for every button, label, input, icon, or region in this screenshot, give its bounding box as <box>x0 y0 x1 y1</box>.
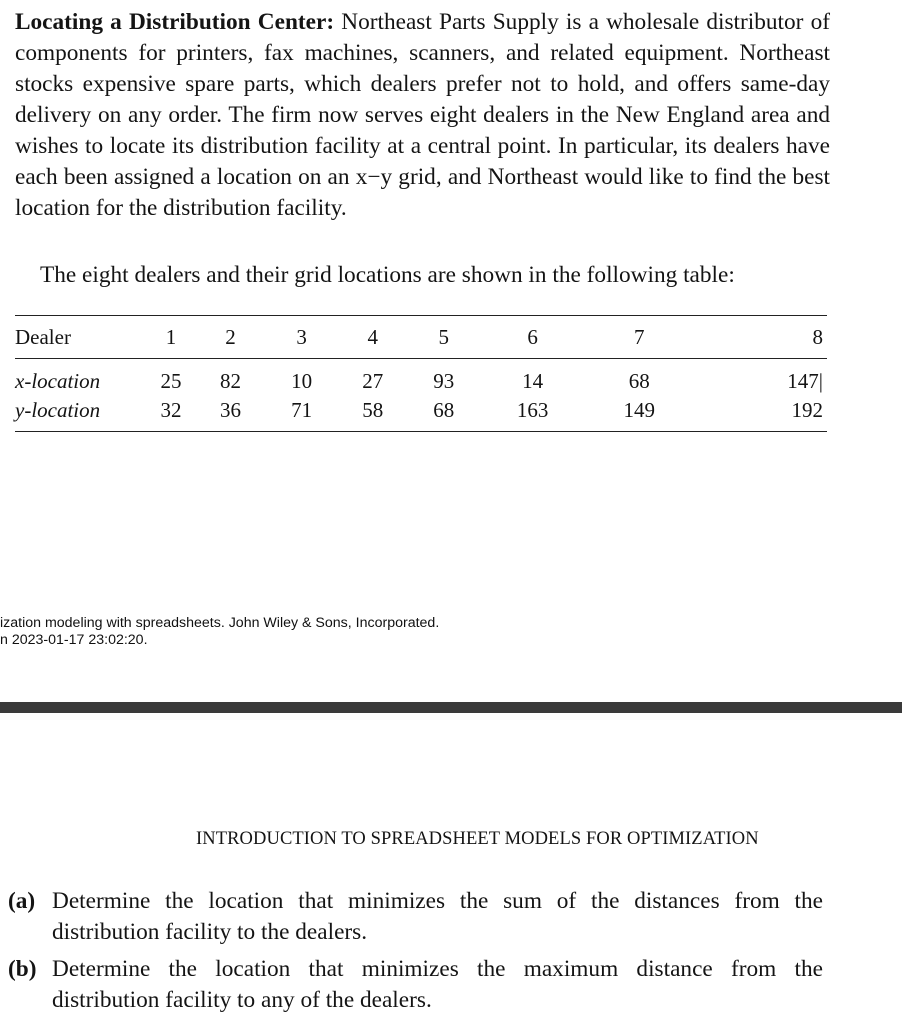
part-label: (b) <box>8 956 37 982</box>
problem-body: Northeast Parts Supply is a wholesale distributor of components for printers, fax machines, scanners, and related equipment. Northeast stocks expensive spare parts, which dealers prefer not to hold, and offers same-day delivery on any order. The firm now serves eight dealers in the New England area and wishes to locate its distribution facility at a central point. In particular, its dealers have each been assigned a location on an x−y grid, and Northeast would like to find the best location for the distribution facility. <box>15 9 830 221</box>
part-text: Determine the location that minimizes the maximum distance from the distribution facility to any of the dealers. <box>52 956 823 1013</box>
table-cell: 163 <box>479 396 586 432</box>
table-cell: 149 <box>586 396 693 432</box>
page-divider <box>0 702 902 713</box>
table-row-x-location <box>15 359 827 397</box>
dealer-header-label: Dealer <box>15 316 147 359</box>
table-cell: 68 <box>408 396 479 432</box>
table-cell: 32 <box>147 396 195 432</box>
citation-footer <box>0 615 439 649</box>
dealer-number: 1 <box>147 316 195 359</box>
table-cell: 68 <box>628 369 650 393</box>
dealer-number: 8 <box>693 316 827 359</box>
table-cell: 14 <box>522 369 544 393</box>
table-intro: The eight dealers and their grid locations are shown in the following table: <box>40 262 735 288</box>
table-cell: 10 <box>291 369 313 393</box>
table-cell: 93 <box>433 369 455 393</box>
question-part-a <box>8 886 823 948</box>
dealer-number: 7 <box>586 316 693 359</box>
table-cell: 27 <box>362 369 384 393</box>
dealer-number: 2 <box>195 316 266 359</box>
problem-paragraph <box>15 7 830 224</box>
table-row-y-location <box>15 396 827 432</box>
running-head: INTRODUCTION TO SPREADSHEET MODELS FOR OPTIMIZATION <box>196 829 759 849</box>
row-label: y-location <box>15 396 147 432</box>
question-part-b <box>8 954 823 1016</box>
table-cell: 147| <box>787 369 823 393</box>
table-cell: 71 <box>266 396 337 432</box>
dealer-location-table <box>15 315 827 432</box>
table-cell: 25 <box>160 369 182 393</box>
table-cell: 192 <box>693 396 827 432</box>
problem-heading: Locating a Distribution Center: <box>15 9 335 35</box>
citation-line: ization modeling with spreadsheets. John Wiley & Sons, Incorporated. <box>0 615 440 631</box>
part-label: (a) <box>8 888 36 914</box>
dealer-number: 5 <box>408 316 479 359</box>
citation-line: n 2023-01-17 23:02:20. <box>0 632 148 648</box>
row-label: x-location <box>15 369 101 393</box>
table-header-row <box>15 316 827 359</box>
part-text: Determine the location that minimizes the sum of the distances from the distribution facility to the dealers. <box>52 888 823 945</box>
table-cell: 36 <box>195 396 266 432</box>
dealer-number: 6 <box>479 316 586 359</box>
table-cell: 58 <box>337 396 408 432</box>
dealer-number: 4 <box>337 316 408 359</box>
dealer-number: 3 <box>266 316 337 359</box>
table-cell: 82 <box>220 369 242 393</box>
